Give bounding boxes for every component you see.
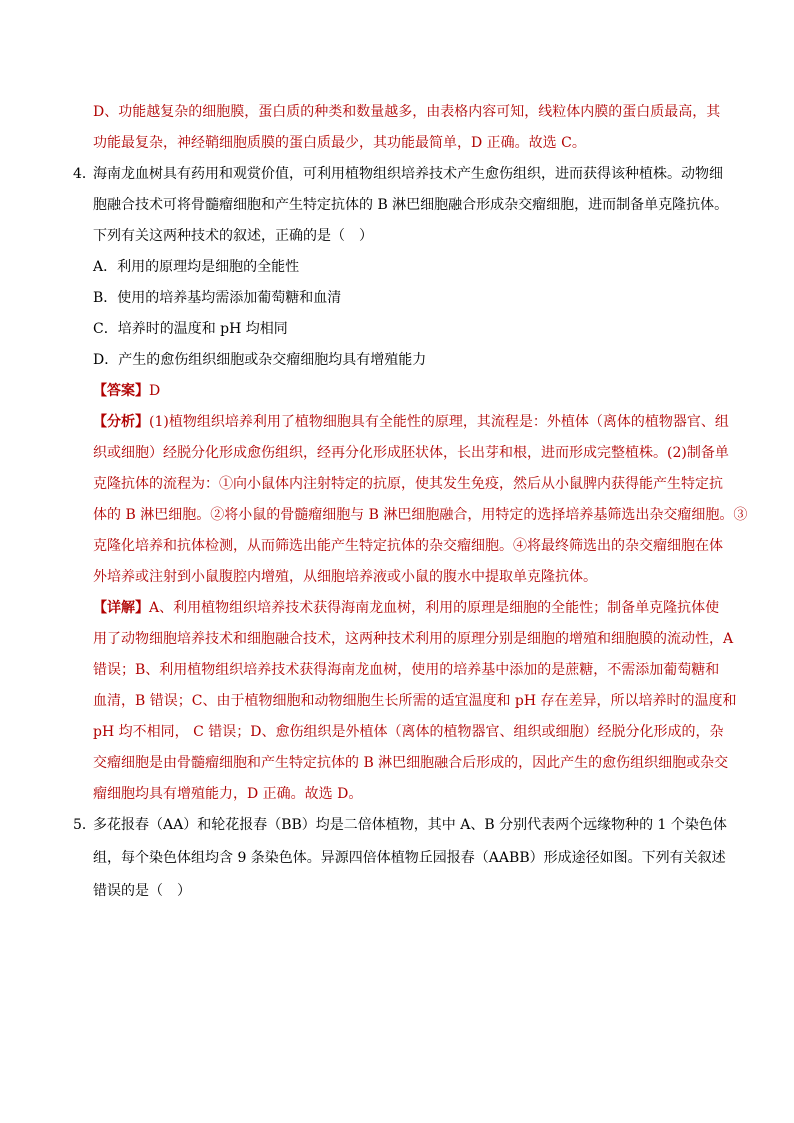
question-4-option-c: C．培养时的温度和 pH 均相同 <box>93 321 288 337</box>
analysis-label: 【分析】 <box>93 414 149 430</box>
detail-line-2: 用了动物细胞培养技术和细胞融合技术，这两种技术利用的原理分别是细胞的增殖和细胞膜的流动性，A <box>93 631 734 647</box>
detail-line-3: 错误；B、利用植物组织培养技术获得海南龙血树，使用的培养基中添加的是蔗糖，不需添加葡萄糖和 <box>93 662 720 678</box>
analysis-text-1: (1)植物组织培养利用了植物细胞具有全能性的原理，其流程是：外植体（离体的植物器官、组 <box>149 414 729 430</box>
question-4-option-d: D．产生的愈伤组织细胞或杂交瘤细胞均具有增殖能力 <box>93 352 427 368</box>
question-5-number: 5． <box>73 817 96 833</box>
question-5-stem-line-2: 组，每个染色体组均含 9 条染色体。异源四倍体植物丘园报春（AABB）形成途径如图。下列有关叙述 <box>93 850 726 866</box>
detail-line-5: pH 均不相同， C 错误；D、愈伤组织是外植体（离体的植物器官、组织或细胞）经脱分化形成的，杂 <box>93 724 724 740</box>
question-5-stem-line-1: 多花报春（AA）和轮花报春（BB）均是二倍体植物，其中 A、B 分别代表两个远缘物种的 1 个染色体 <box>93 817 727 833</box>
question-4-option-b: B．使用的培养基均需添加葡萄糖和血清 <box>93 290 342 306</box>
analysis-line-4: 体的 B 淋巴细胞。②将小鼠的骨髓瘤细胞与 B 淋巴细胞融合，用特定的选择培养基筛选出杂交瘤细胞。③ <box>93 507 748 523</box>
detail-label: 【详解】 <box>93 600 149 616</box>
question-4-number: 4． <box>73 166 96 182</box>
analysis-line-2: 织或细胞）经脱分化形成愈伤组织，经再分化形成胚状体，长出芽和根，进而形成完整植株。(2)制备单 <box>93 445 729 461</box>
detail-text-1: A、利用植物组织培养技术获得海南龙血树，利用的原理是细胞的全能性；制备单克隆抗体使 <box>149 600 720 616</box>
analysis-line-1 <box>93 412 729 432</box>
question-4-stem-line-3: 下列有关这两种技术的叙述，正确的是（ ） <box>93 228 373 244</box>
answer-value: D <box>149 383 161 399</box>
detail-line-4: 血清，B 错误；C、由于植物细胞和动物细胞生长所需的适宜温度和 pH 存在差异，所以培养时的温度和 <box>93 693 737 709</box>
detail-line-6: 交瘤细胞是由骨髓瘤细胞和产生特定抗体的 B 淋巴细胞融合后形成的，因此产生的愈伤组织细胞或杂交 <box>93 755 729 771</box>
question-4-option-a: A．利用的原理均是细胞的全能性 <box>93 259 300 275</box>
prev-answer-line-1: D、功能越复杂的细胞膜，蛋白质的种类和数量越多，由表格内容可知，线粒体内膜的蛋白质最高，其 <box>93 104 721 120</box>
analysis-line-6: 外培养或注射到小鼠腹腔内增殖，从细胞培养液或小鼠的腹水中提取单克隆抗体。 <box>93 569 597 585</box>
detail-line-7: 瘤细胞均具有增殖能力，D 正确。故选 D。 <box>93 786 363 802</box>
prev-answer-line-2: 功能最复杂，神经鞘细胞质膜的蛋白质最少，其功能最简单，D 正确。故选 C。 <box>93 135 586 151</box>
analysis-line-5: 克隆化培养和抗体检测，从而筛选出能产生特定抗体的杂交瘤细胞。④将最终筛选出的杂交瘤细胞在体 <box>93 538 723 554</box>
question-4-answer <box>93 381 160 401</box>
analysis-line-3: 克隆抗体的流程为：①向小鼠体内注射特定的抗原，使其发生免疫，然后从小鼠脾内获得能产生特定抗 <box>93 476 723 492</box>
detail-line-1 <box>93 598 719 618</box>
question-5-stem-line-3: 错误的是（ ） <box>93 883 191 899</box>
question-4-stem-line-2: 胞融合技术可将骨髓瘤细胞和产生特定抗体的 B 淋巴细胞融合形成杂交瘤细胞，进而制备单克隆抗体。 <box>93 197 729 213</box>
answer-label: 【答案】 <box>93 383 149 399</box>
question-4-stem-line-1: 海南龙血树具有药用和观赏价值，可利用植物组织培养技术产生愈伤组织，进而获得该种植株。动物细 <box>93 166 723 182</box>
